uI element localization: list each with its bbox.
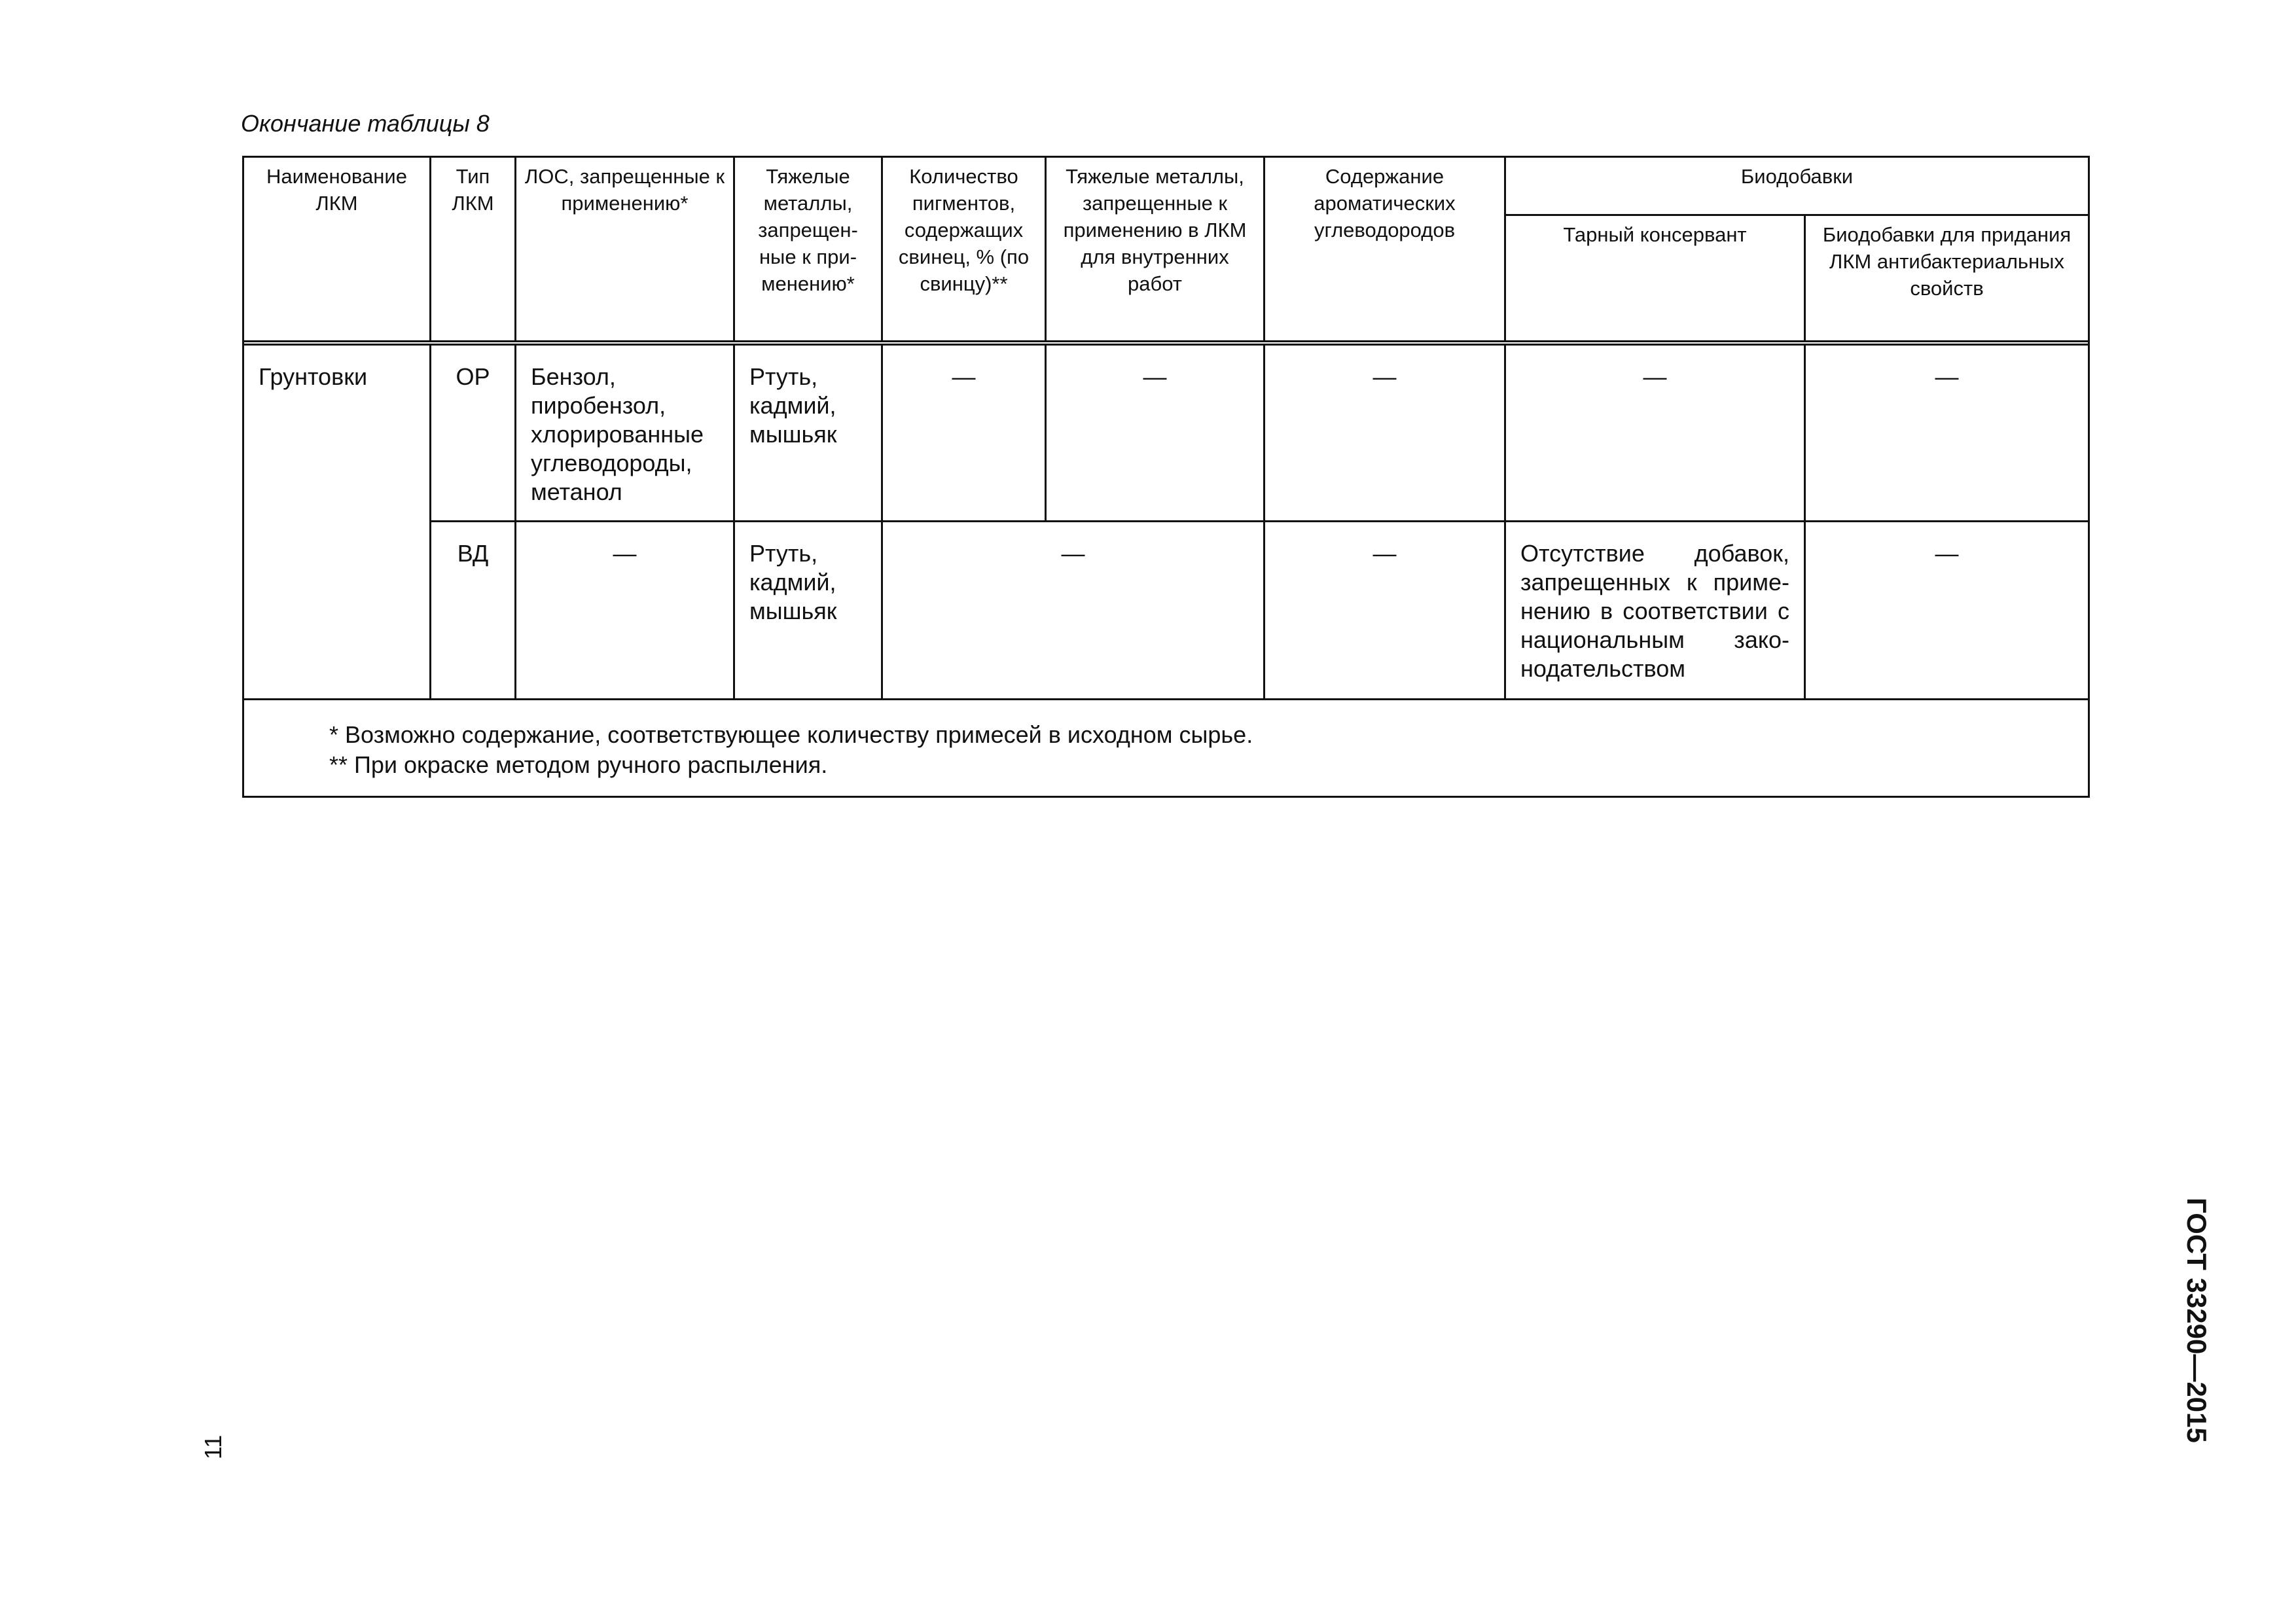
footnote-1: * Возможно содержание, соответствующее количеству примесей в исходном сырье. bbox=[329, 721, 1253, 748]
header-heavy-metals-internal: Тяжелые металлы, запрещенные к применению в ЛКМ для внутренних работ bbox=[1046, 157, 1265, 342]
cell-vd-pigments-internal: — bbox=[882, 522, 1265, 700]
header-aromatic: Содержание ароматических углеводородов bbox=[1265, 157, 1505, 342]
cell-op-los: Бензол, пиробензол, хлорированные углеводороды, метанол bbox=[516, 345, 734, 522]
cell-op-pigments: — bbox=[882, 345, 1046, 522]
cell-name: Грунтовки bbox=[243, 345, 431, 700]
cell-op-type: ОР bbox=[431, 345, 516, 522]
cell-vd-aromatic: — bbox=[1265, 522, 1505, 700]
header-bio-container: Тарный консервант bbox=[1505, 215, 1805, 342]
header-heavy-metals: Тяжелые металлы, запрещен- ные к при- менению* bbox=[734, 157, 882, 342]
header-bio: Биодобавки bbox=[1505, 157, 2089, 215]
header-los: ЛОС, запрещенные к применению* bbox=[516, 157, 734, 342]
substances-table bbox=[242, 156, 2090, 798]
cell-vd-bio-container: Отсутствие добавок, запрещенных к приме- нению в соответствии с национальным зако- нодательством bbox=[1505, 522, 1805, 700]
cell-vd-los: — bbox=[516, 522, 734, 700]
cell-vd-bio-antibacterial: — bbox=[1805, 522, 2089, 700]
header-name: Наименование ЛКМ bbox=[243, 157, 431, 342]
header-type: Тип ЛКМ bbox=[431, 157, 516, 342]
cell-op-aromatic: — bbox=[1265, 345, 1505, 522]
cell-op-heavy-metals: Ртуть, кадмий, мышьяк bbox=[734, 345, 882, 522]
footnote-2: ** При окраске методом ручного распыления. bbox=[329, 751, 828, 778]
cell-vd-type: ВД bbox=[431, 522, 516, 700]
cell-vd-heavy-metals: Ртуть, кадмий, мышьяк bbox=[734, 522, 882, 700]
footnotes-cell bbox=[243, 700, 2089, 797]
page-number: 11 bbox=[200, 1435, 226, 1459]
header-pigments: Количество пигментов, содержащих свинец, % (по свинцу)** bbox=[882, 157, 1046, 342]
cell-op-bio-container: — bbox=[1505, 345, 1805, 522]
standard-designation: ГОСТ 33290—2015 bbox=[2181, 1198, 2212, 1443]
table-caption: Окончание таблицы 8 bbox=[241, 110, 490, 137]
table-row-op bbox=[243, 345, 2089, 522]
header-bio-antibacterial: Биодобавки для придания ЛКМ антибактериальных свойств bbox=[1805, 215, 2089, 342]
table-row-vd bbox=[243, 522, 2089, 700]
cell-op-heavy-metals-internal: — bbox=[1046, 345, 1265, 522]
footnotes-row bbox=[243, 700, 2089, 797]
header-row-1 bbox=[243, 157, 2089, 215]
cell-op-bio-antibacterial: — bbox=[1805, 345, 2089, 522]
